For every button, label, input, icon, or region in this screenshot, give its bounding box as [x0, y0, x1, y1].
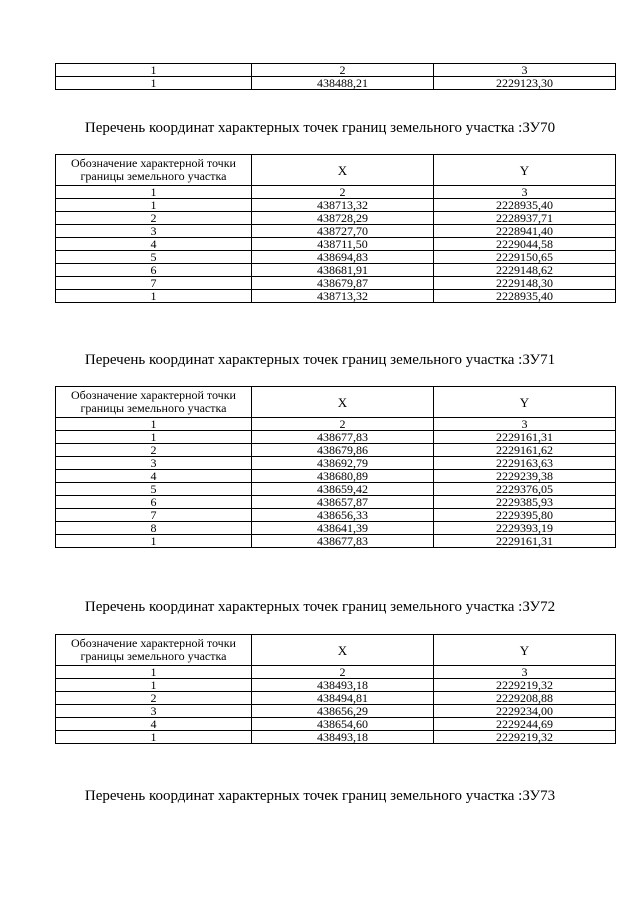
header-row — [56, 387, 616, 418]
x-cell: 438494,81 — [252, 692, 434, 705]
x-cell: 438692,79 — [252, 457, 434, 470]
x-cell: 438659,42 — [252, 483, 434, 496]
point-cell: 3 — [56, 225, 252, 238]
y-cell: 2229234,00 — [434, 705, 616, 718]
x-cell: 438694,83 — [252, 251, 434, 264]
table-row — [56, 199, 616, 212]
section-title: Перечень координат характерных точек границ земельного участка :ЗУ73 — [84, 788, 556, 804]
table-row — [56, 692, 616, 705]
table-row — [56, 431, 616, 444]
column-number: 3 — [434, 186, 616, 199]
column-number-row — [56, 64, 616, 77]
coords-table — [55, 154, 616, 303]
x-cell: 438677,83 — [252, 535, 434, 548]
table-row — [56, 509, 616, 522]
y-cell: 2229376,05 — [434, 483, 616, 496]
section-title: Перечень координат характерных точек границ земельного участка :ЗУ70 — [84, 120, 556, 136]
x-cell: 438656,33 — [252, 509, 434, 522]
table-row — [56, 679, 616, 692]
y-cell: 2228937,71 — [434, 212, 616, 225]
y-cell: 2229161,62 — [434, 444, 616, 457]
y-cell: 2229161,31 — [434, 535, 616, 548]
y-cell: 2228935,40 — [434, 290, 616, 303]
column-number: 1 — [56, 186, 252, 199]
point-cell: 4 — [56, 238, 252, 251]
x-cell: 438677,83 — [252, 431, 434, 444]
header-row — [56, 155, 616, 186]
column-number: 3 — [434, 418, 616, 431]
point-cell: 6 — [56, 496, 252, 509]
x-cell: 438728,29 — [252, 212, 434, 225]
point-cell: 7 — [56, 277, 252, 290]
table-row — [56, 77, 616, 90]
y-cell: 2229219,32 — [434, 731, 616, 744]
point-cell: 1 — [56, 199, 252, 212]
table-row — [56, 444, 616, 457]
coords-table — [55, 386, 616, 548]
y-cell: 2228935,40 — [434, 199, 616, 212]
table-row — [56, 731, 616, 744]
x-cell: 438713,32 — [252, 290, 434, 303]
header-y: Y — [434, 155, 616, 186]
point-cell: 1 — [56, 679, 252, 692]
y-cell: 2229219,32 — [434, 679, 616, 692]
table-row — [56, 290, 616, 303]
column-number: 2 — [252, 418, 434, 431]
column-number: 3 — [434, 666, 616, 679]
column-number: 2 — [252, 666, 434, 679]
table-row — [56, 457, 616, 470]
point-cell: 1 — [56, 431, 252, 444]
point-cell: 7 — [56, 509, 252, 522]
y-cell: 2229208,88 — [434, 692, 616, 705]
header-point: Обозначение характерной точки границы земельного участка — [56, 635, 252, 666]
y-cell: 2229123,30 — [434, 77, 616, 90]
header-x: X — [252, 155, 434, 186]
point-cell: 3 — [56, 705, 252, 718]
y-cell: 2229395,80 — [434, 509, 616, 522]
point-cell: 2 — [56, 692, 252, 705]
column-number-row — [56, 186, 616, 199]
column-number: 2 — [252, 186, 434, 199]
x-cell: 438493,18 — [252, 731, 434, 744]
y-cell: 2229150,65 — [434, 251, 616, 264]
x-cell: 438679,86 — [252, 444, 434, 457]
x-cell: 438656,29 — [252, 705, 434, 718]
point-cell: 4 — [56, 470, 252, 483]
x-cell: 438493,18 — [252, 679, 434, 692]
table-row — [56, 483, 616, 496]
y-cell: 2229385,93 — [434, 496, 616, 509]
header-x: X — [252, 387, 434, 418]
y-cell: 2229161,31 — [434, 431, 616, 444]
column-number-row — [56, 418, 616, 431]
y-cell: 2229244,69 — [434, 718, 616, 731]
point-cell: 1 — [56, 290, 252, 303]
point-cell: 2 — [56, 212, 252, 225]
header-point: Обозначение характерной точки границы земельного участка — [56, 155, 252, 186]
y-cell: 2229148,62 — [434, 264, 616, 277]
coords-table — [55, 634, 616, 744]
column-number: 2 — [252, 64, 434, 77]
table-row — [56, 718, 616, 731]
x-cell: 438654,60 — [252, 718, 434, 731]
header-x: X — [252, 635, 434, 666]
point-cell: 5 — [56, 483, 252, 496]
y-cell: 2229163,63 — [434, 457, 616, 470]
x-cell: 438681,91 — [252, 264, 434, 277]
column-number: 3 — [434, 64, 616, 77]
table-row — [56, 238, 616, 251]
table-row — [56, 522, 616, 535]
column-number-row — [56, 666, 616, 679]
header-point: Обозначение характерной точки границы земельного участка — [56, 387, 252, 418]
x-cell: 438713,32 — [252, 199, 434, 212]
x-cell: 438727,70 — [252, 225, 434, 238]
point-cell: 1 — [56, 77, 252, 90]
table-row — [56, 277, 616, 290]
y-cell: 2229239,38 — [434, 470, 616, 483]
column-number: 1 — [56, 418, 252, 431]
x-cell: 438711,50 — [252, 238, 434, 251]
table-row — [56, 496, 616, 509]
point-cell: 4 — [56, 718, 252, 731]
point-cell: 8 — [56, 522, 252, 535]
column-number: 1 — [56, 64, 252, 77]
header-y: Y — [434, 387, 616, 418]
column-number: 1 — [56, 666, 252, 679]
table-row — [56, 705, 616, 718]
section-title: Перечень координат характерных точек границ земельного участка :ЗУ71 — [84, 352, 556, 368]
x-cell: 438680,89 — [252, 470, 434, 483]
point-cell: 1 — [56, 535, 252, 548]
table-row — [56, 535, 616, 548]
point-cell: 5 — [56, 251, 252, 264]
header-row — [56, 635, 616, 666]
y-cell: 2229393,19 — [434, 522, 616, 535]
y-cell: 2229148,30 — [434, 277, 616, 290]
point-cell: 1 — [56, 731, 252, 744]
point-cell: 3 — [56, 457, 252, 470]
table-row — [56, 225, 616, 238]
x-cell: 438641,39 — [252, 522, 434, 535]
point-cell: 2 — [56, 444, 252, 457]
x-cell: 438657,87 — [252, 496, 434, 509]
section-title: Перечень координат характерных точек границ земельного участка :ЗУ72 — [84, 599, 556, 615]
table-row — [56, 212, 616, 225]
x-cell: 438488,21 — [252, 77, 434, 90]
header-y: Y — [434, 635, 616, 666]
coords-table-fragment — [55, 63, 616, 90]
table-row — [56, 470, 616, 483]
y-cell: 2228941,40 — [434, 225, 616, 238]
point-cell: 6 — [56, 264, 252, 277]
table-row — [56, 264, 616, 277]
y-cell: 2229044,58 — [434, 238, 616, 251]
x-cell: 438679,87 — [252, 277, 434, 290]
table-row — [56, 251, 616, 264]
